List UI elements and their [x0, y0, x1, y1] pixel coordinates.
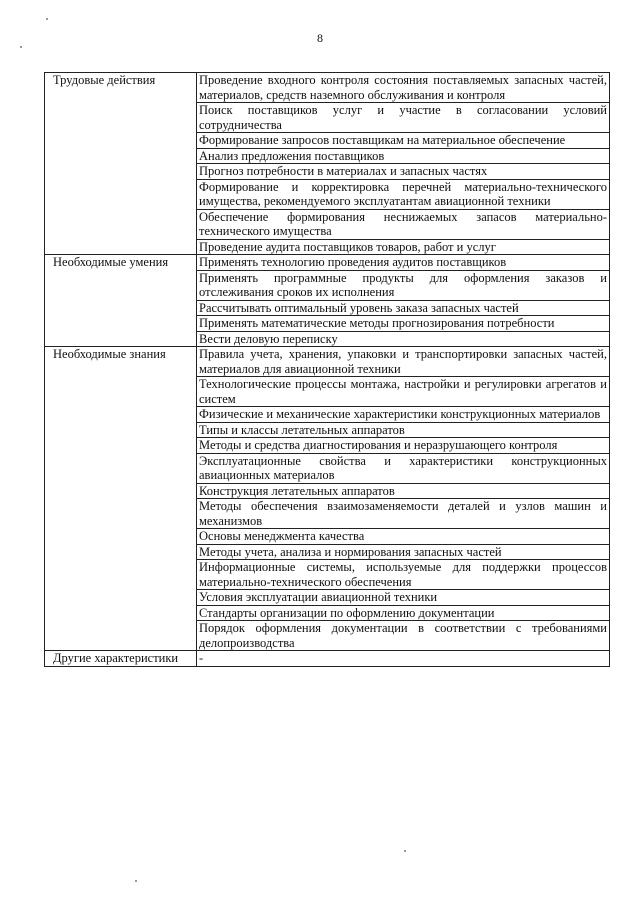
- section-item: Эксплуатационные свойства и характеристики конструкционных авиационных материалов: [197, 453, 610, 483]
- scan-speck: [404, 850, 406, 852]
- section-item: Порядок оформления документации в соответствии с требованиями делопроизводства: [197, 621, 610, 651]
- section-item: Основы менеджмента качества: [197, 529, 610, 545]
- section-item: Типы и классы летательных аппаратов: [197, 422, 610, 438]
- section-item: Физические и механические характеристики конструкционных материалов: [197, 407, 610, 423]
- section-item: Информационные системы, используемые для поддержки процессов материально-технического обеспечения: [197, 560, 610, 590]
- section-item: Анализ предложения поставщиков: [197, 148, 610, 164]
- table-row: [45, 255, 610, 271]
- section-label: Необходимые знания: [45, 347, 197, 651]
- section-item: Методы и средства диагностирования и неразрушающего контроля: [197, 438, 610, 454]
- scan-speck: [20, 46, 22, 48]
- section-item: Формирование и корректировка перечней материально-технического имущества, рекомендуемого эксплуатантам авиационной техники: [197, 179, 610, 209]
- scan-speck: [135, 880, 137, 882]
- scan-speck: [46, 18, 48, 20]
- section-item: Вести деловую переписку: [197, 331, 610, 347]
- page-number: 8: [317, 31, 323, 45]
- section-item: Рассчитывать оптимальный уровень заказа запасных частей: [197, 300, 610, 316]
- section-item: Обеспечение формирования неснижаемых запасов материально-технического имущества: [197, 209, 610, 239]
- table-row: [45, 73, 610, 103]
- section-label: Трудовые действия: [45, 73, 197, 255]
- section-label: Другие характеристики: [45, 651, 197, 667]
- table-row: [45, 651, 610, 667]
- section-item: Конструкция летательных аппаратов: [197, 483, 610, 499]
- section-item: Условия эксплуатации авиационной техники: [197, 590, 610, 606]
- section-item: Стандарты организации по оформлению документации: [197, 605, 610, 621]
- section-item: Проведение входного контроля состояния поставляемых запасных частей, материалов, средств наземного обслуживания и контроля: [197, 73, 610, 103]
- section-label: Необходимые умения: [45, 255, 197, 347]
- table-row: [45, 347, 610, 377]
- section-item: Применять математические методы прогнозирования потребности: [197, 316, 610, 332]
- section-item: Поиск поставщиков услуг и участие в согласовании условий сотрудничества: [197, 103, 610, 133]
- section-item: Применять технологию проведения аудитов поставщиков: [197, 255, 610, 271]
- section-item: Правила учета, хранения, упаковки и транспортировки запасных частей, материалов для авиационной техники: [197, 347, 610, 377]
- section-item: Применять программные продукты для оформления заказов и отслеживания сроков их исполнения: [197, 270, 610, 300]
- section-item: Прогноз потребности в материалах и запасных частях: [197, 164, 610, 180]
- section-item: Проведение аудита поставщиков товаров, работ и услуг: [197, 239, 610, 255]
- section-item: Формирование запросов поставщикам на материальное обеспечение: [197, 133, 610, 149]
- section-item: Технологические процессы монтажа, настройки и регулировки агрегатов и систем: [197, 377, 610, 407]
- characteristics-table: [44, 72, 610, 667]
- section-item: Методы учета, анализа и нормирования запасных частей: [197, 544, 610, 560]
- section-item: Методы обеспечения взаимозаменяемости деталей и узлов машин и механизмов: [197, 499, 610, 529]
- section-item: -: [197, 651, 610, 667]
